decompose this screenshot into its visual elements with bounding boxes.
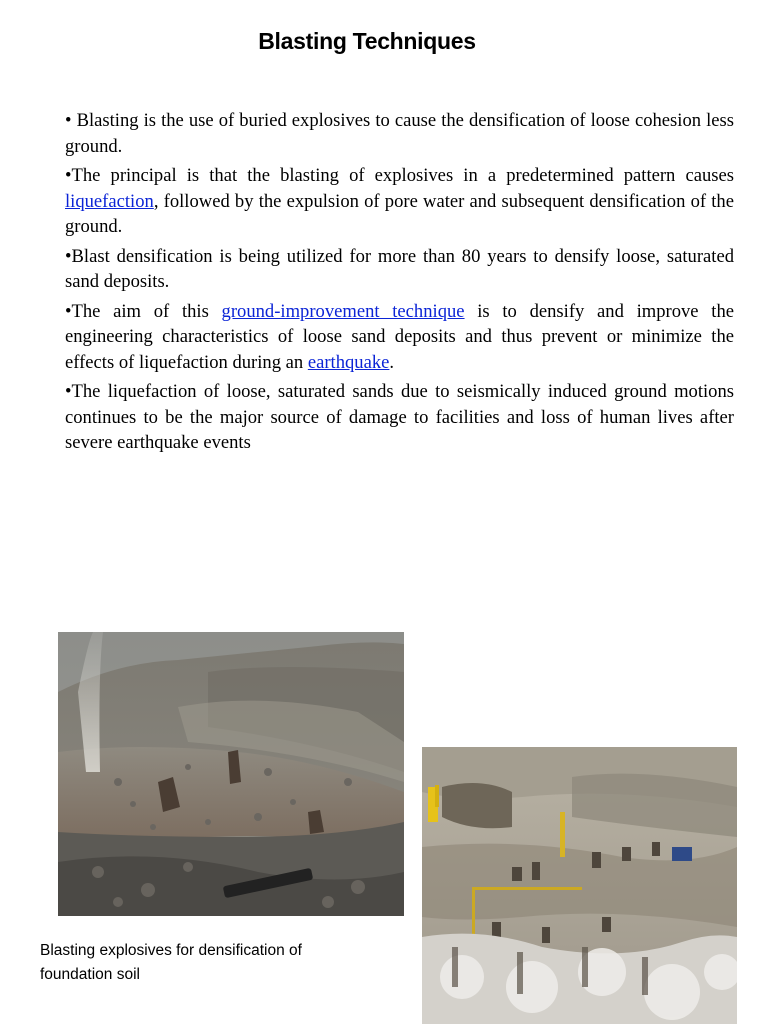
- page-title: Blasting Techniques: [258, 28, 476, 54]
- ground-improvement-technique-link[interactable]: ground-improvement technique: [221, 300, 465, 322]
- paragraph-aim-text-after: .: [389, 351, 395, 373]
- paragraph-history: •Blast densification is being utilized for more than 80 years to densify loose, saturated sand deposits.: [65, 245, 734, 292]
- blast-site-photo: [422, 747, 737, 1024]
- paragraph-aim: [65, 299, 734, 376]
- figure-caption: Blasting explosives for densification of foundation soil: [40, 942, 302, 983]
- blasting-field-photo: [58, 632, 404, 916]
- paragraph-definition: • Blasting is the use of buried explosives to cause the densification of loose cohesion less ground.: [65, 110, 734, 157]
- paragraph-damage: •The liquefaction of loose, saturated sands due to seismically induced ground motions continues to be the major source of damage to facilities and loss of human lives after severe earthquake events: [65, 381, 734, 453]
- earthquake-link[interactable]: earthquake: [307, 351, 390, 373]
- body-text: [65, 108, 734, 460]
- paragraph-principle-text-after: , followed by the expulsion of pore water and subsequent densification of the ground.: [65, 190, 734, 237]
- paragraph-aim-text-middle: is to densify and improve the engineering characteristics of loose sand deposits and thus prevent or minimize the effects of liquefaction during an: [65, 300, 734, 373]
- liquefaction-link[interactable]: liquefaction: [65, 190, 154, 212]
- paragraph-aim-text-before: •The aim of this: [65, 300, 222, 322]
- paragraph-principle: [65, 163, 734, 240]
- paragraph-principle-text-before: •The principal is that the blasting of explosives in a predetermined pattern causes: [65, 165, 734, 186]
